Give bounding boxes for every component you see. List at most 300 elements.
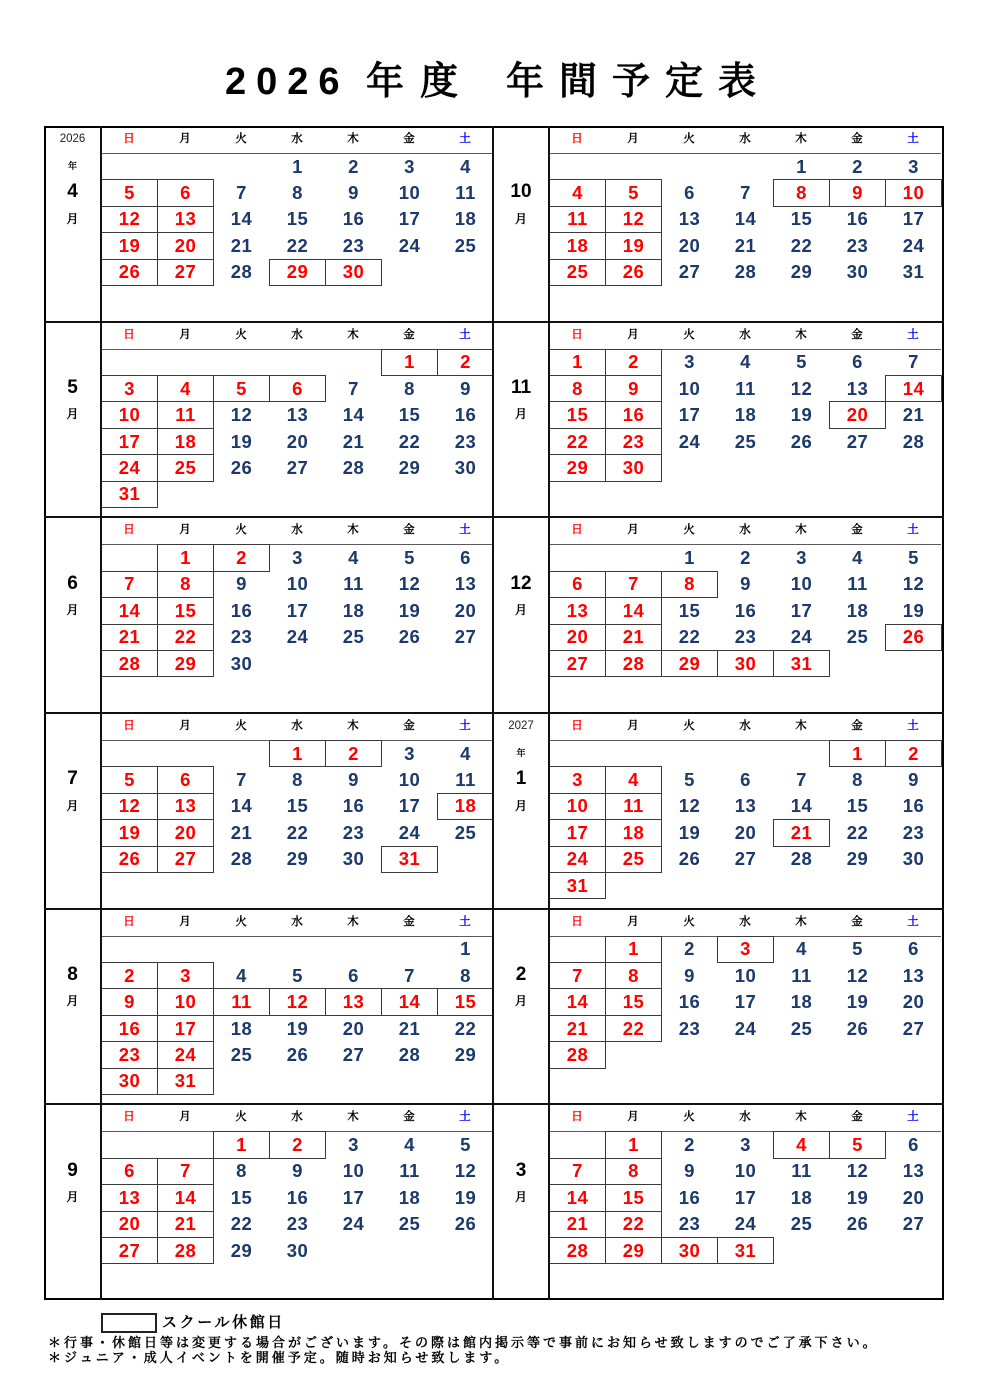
weekday-header-sun: 日 (571, 133, 583, 145)
weekday-header-fri: 金 (851, 915, 863, 928)
date-cell: 20 (678, 234, 701, 256)
closed-date-cell: 23 (101, 1041, 158, 1068)
date-cell: 8 (404, 377, 415, 399)
date-cell: 18 (230, 1017, 253, 1039)
weekday-header-sat: 土 (459, 915, 471, 928)
empty-date-cell (773, 1237, 830, 1264)
date-cell: 10 (342, 1160, 365, 1182)
month-suffix-label: 月 (514, 1190, 527, 1205)
closed-date-cell: 29 (661, 650, 718, 677)
closed-date-cell: 15 (157, 597, 214, 624)
month-number-label: 1 (515, 768, 527, 790)
empty-date-cell (325, 936, 382, 963)
date-cell: 16 (678, 1186, 701, 1208)
date-cell: 16 (342, 208, 365, 230)
date-cell: 23 (678, 1213, 701, 1235)
date-cell: 28 (398, 1043, 421, 1065)
empty-date-cell (549, 936, 606, 963)
closed-date-cell: 19 (101, 232, 158, 259)
weekday-header-sat: 土 (907, 720, 919, 732)
date-cell: 13 (902, 1160, 925, 1182)
empty-date-cell (773, 454, 830, 481)
date-cell: 24 (398, 234, 421, 256)
date-cell: 19 (678, 821, 701, 843)
date-cell: 27 (902, 1017, 925, 1039)
empty-date-cell (549, 1131, 606, 1158)
date-cell: 12 (398, 573, 421, 595)
weekday-header-tue: 火 (683, 328, 695, 341)
month-day-grid (101, 517, 493, 713)
date-cell: 17 (734, 1186, 757, 1208)
date-cell: 12 (846, 1160, 869, 1182)
date-cell: 16 (230, 599, 253, 621)
date-cell: 26 (678, 848, 701, 870)
closed-date-cell: 6 (549, 571, 606, 598)
closed-date-cell: 3 (717, 936, 774, 963)
date-cell: 21 (734, 234, 757, 256)
date-cell: 28 (734, 261, 757, 283)
date-cell: 17 (286, 599, 309, 621)
weekday-header-tue: 火 (683, 133, 695, 145)
month-day-grid (549, 909, 941, 1105)
weekday-header-mon: 月 (179, 1111, 191, 1124)
month-suffix-label: 月 (514, 603, 527, 618)
closed-date-cell: 3 (101, 375, 158, 402)
closed-date-cell: 14 (605, 597, 662, 624)
date-cell: 15 (286, 795, 309, 817)
date-cell: 3 (908, 155, 919, 177)
year-suffix-label: 年 (67, 161, 77, 171)
closed-date-cell: 2 (213, 544, 270, 571)
closed-date-cell: 27 (101, 1237, 158, 1264)
weekday-header-mon: 月 (627, 720, 639, 732)
weekday-header-mon: 月 (627, 1111, 639, 1124)
closed-date-cell: 21 (605, 624, 662, 651)
month-day-grid (101, 713, 493, 909)
date-cell: 10 (398, 182, 421, 204)
closed-date-cell: 11 (549, 206, 606, 233)
closed-date-cell: 17 (101, 428, 158, 455)
date-cell: 6 (460, 547, 471, 569)
month-label-column (44, 126, 101, 322)
year-suffix-label: 年 (516, 748, 526, 758)
date-cell: 5 (796, 351, 807, 373)
date-cell: 2 (852, 155, 863, 177)
empty-date-cell (157, 936, 214, 963)
month-row-divider (44, 516, 944, 518)
date-cell: 14 (342, 404, 365, 426)
empty-date-cell (773, 740, 830, 767)
empty-date-cell (101, 349, 158, 376)
date-cell: 8 (236, 1160, 247, 1182)
weekday-header-sun: 日 (123, 328, 135, 341)
closed-date-cell: 30 (101, 1068, 158, 1095)
date-cell: 16 (902, 795, 925, 817)
closed-date-cell: 22 (605, 1015, 662, 1042)
weekday-header-fri: 金 (851, 524, 863, 537)
date-cell: 12 (678, 795, 701, 817)
date-cell: 19 (790, 404, 813, 426)
month-suffix-label: 月 (514, 211, 527, 226)
month-number-label: 2 (515, 964, 527, 986)
date-cell: 23 (342, 234, 365, 256)
date-cell: 26 (790, 430, 813, 452)
closed-date-cell: 29 (549, 454, 606, 481)
date-cell: 22 (678, 626, 701, 648)
month-suffix-label: 月 (66, 603, 79, 618)
weekday-header-sat: 土 (907, 328, 919, 341)
closed-date-cell: 31 (773, 650, 830, 677)
empty-date-cell (605, 740, 662, 767)
month-day-grid (549, 517, 941, 713)
date-cell: 10 (398, 769, 421, 791)
date-cell: 7 (348, 377, 359, 399)
date-cell: 19 (902, 599, 925, 621)
date-cell: 2 (740, 547, 751, 569)
empty-date-cell (437, 1237, 494, 1264)
closed-date-cell: 2 (605, 349, 662, 376)
empty-date-cell (213, 349, 270, 376)
closed-date-cell: 16 (101, 1015, 158, 1042)
month-row-divider (44, 1103, 944, 1105)
month-block-7 (44, 713, 494, 909)
weekday-header-mon: 月 (627, 328, 639, 341)
closed-date-cell: 13 (157, 793, 214, 820)
empty-date-cell (381, 650, 438, 677)
closed-date-cell: 25 (605, 846, 662, 873)
closed-date-cell: 13 (101, 1184, 158, 1211)
month-block-1 (493, 713, 943, 909)
closed-date-cell: 1 (157, 544, 214, 571)
empty-date-cell (213, 740, 270, 767)
date-cell: 2 (684, 1134, 695, 1156)
date-cell: 10 (678, 377, 701, 399)
date-cell: 30 (454, 456, 477, 478)
date-cell: 25 (342, 626, 365, 648)
date-cell: 24 (734, 1213, 757, 1235)
closed-date-cell: 1 (269, 740, 326, 767)
closed-date-cell: 30 (661, 1237, 718, 1264)
weekday-header-wed: 水 (291, 915, 303, 928)
month-label-column (44, 1104, 101, 1300)
closed-date-cell: 19 (605, 232, 662, 259)
closed-date-cell: 14 (157, 1184, 214, 1211)
closed-date-cell: 27 (157, 846, 214, 873)
date-cell: 25 (454, 821, 477, 843)
title-year-suffix: 年度 (366, 61, 475, 103)
date-cell: 29 (790, 261, 813, 283)
weekday-header-fri: 金 (403, 524, 415, 537)
date-cell: 24 (678, 430, 701, 452)
month-suffix-label: 月 (66, 1190, 79, 1205)
empty-date-cell (437, 259, 494, 286)
date-cell: 29 (846, 848, 869, 870)
weekday-header-fri: 金 (403, 328, 415, 341)
note-line: ＊ジュニア・成人イベントを開催予定。随時お知らせ致します。 (48, 1350, 511, 1365)
date-cell: 27 (286, 456, 309, 478)
weekday-header-thu: 木 (347, 328, 359, 341)
empty-date-cell (157, 1131, 214, 1158)
date-cell: 18 (398, 1186, 421, 1208)
weekday-header-sat: 土 (459, 133, 471, 145)
month-day-grid (549, 1104, 941, 1300)
date-cell: 25 (790, 1017, 813, 1039)
date-cell: 13 (678, 208, 701, 230)
date-cell: 7 (796, 769, 807, 791)
closed-date-cell: 1 (829, 740, 886, 767)
weekday-header-sun: 日 (123, 133, 135, 145)
empty-date-cell (213, 153, 270, 180)
date-cell: 5 (404, 547, 415, 569)
month-suffix-label: 月 (514, 798, 527, 813)
month-label-column (493, 126, 549, 322)
empty-date-cell (213, 481, 270, 508)
closed-date-cell: 18 (157, 428, 214, 455)
date-cell: 7 (740, 182, 751, 204)
date-cell: 31 (902, 261, 925, 283)
date-cell: 2 (684, 938, 695, 960)
date-cell: 22 (286, 234, 309, 256)
month-row-divider (44, 712, 944, 714)
weekday-header-fri: 金 (851, 328, 863, 341)
weekday-header-wed: 水 (291, 524, 303, 537)
date-cell: 21 (342, 430, 365, 452)
month-suffix-label: 月 (514, 994, 527, 1009)
date-cell: 20 (342, 1017, 365, 1039)
date-cell: 11 (455, 182, 476, 204)
closed-date-cell: 31 (157, 1068, 214, 1095)
closed-date-cell: 8 (157, 571, 214, 598)
weekday-header-tue: 火 (683, 915, 695, 928)
closed-date-cell: 21 (101, 624, 158, 651)
month-number-label: 3 (515, 1159, 527, 1181)
closed-date-cell: 9 (829, 179, 886, 206)
month-block-12 (493, 517, 943, 713)
date-cell: 23 (678, 1017, 701, 1039)
date-cell: 20 (454, 599, 477, 621)
month-block-6 (44, 517, 494, 713)
date-cell: 4 (348, 547, 359, 569)
month-label-column (493, 517, 549, 713)
date-cell: 20 (902, 991, 925, 1013)
month-day-grid (101, 1104, 493, 1300)
month-label-column (493, 713, 549, 909)
date-cell: 18 (342, 599, 365, 621)
closed-date-cell: 20 (157, 819, 214, 846)
date-cell: 23 (286, 1213, 309, 1235)
empty-date-cell (829, 454, 886, 481)
date-cell: 11 (847, 573, 868, 595)
closed-date-cell: 17 (157, 1015, 214, 1042)
weekday-header-wed: 水 (739, 915, 751, 928)
closed-date-cell: 30 (717, 650, 774, 677)
month-number-label: 5 (67, 377, 78, 399)
date-cell: 24 (398, 821, 421, 843)
closed-date-cell: 24 (157, 1041, 214, 1068)
annual-calendar-table (44, 126, 944, 1300)
date-cell: 24 (734, 1017, 757, 1039)
date-cell: 22 (286, 821, 309, 843)
empty-date-cell (605, 872, 662, 899)
closed-date-cell: 12 (269, 988, 326, 1015)
closed-date-cell: 3 (157, 962, 214, 989)
closed-date-cell: 21 (549, 1211, 606, 1238)
month-day-grid (549, 713, 941, 909)
weekday-header-sun: 日 (123, 915, 135, 928)
date-cell: 13 (902, 964, 925, 986)
weekday-header-thu: 木 (347, 720, 359, 732)
closed-date-cell: 28 (549, 1041, 606, 1068)
closed-date-cell: 22 (157, 624, 214, 651)
month-number-label: 6 (67, 572, 78, 594)
empty-date-cell (101, 936, 158, 963)
closed-date-cell: 2 (325, 740, 382, 767)
date-cell: 25 (790, 1213, 813, 1235)
closed-date-cell: 4 (157, 375, 214, 402)
date-cell: 11 (343, 573, 364, 595)
date-cell: 5 (460, 1134, 471, 1156)
closed-date-cell: 5 (101, 179, 158, 206)
empty-date-cell (325, 481, 382, 508)
empty-date-cell (773, 872, 830, 899)
date-cell: 9 (460, 377, 471, 399)
date-cell: 19 (846, 991, 869, 1013)
date-cell: 23 (230, 626, 253, 648)
weekday-header-sat: 土 (459, 1111, 471, 1124)
closed-date-cell: 7 (157, 1158, 214, 1185)
weekday-header-mon: 月 (179, 524, 191, 537)
closed-date-cell: 18 (437, 793, 494, 820)
date-cell: 30 (230, 652, 253, 674)
closed-date-cell: 28 (101, 650, 158, 677)
closed-date-cell: 7 (549, 962, 606, 989)
empty-date-cell (269, 349, 326, 376)
date-cell: 27 (902, 1213, 925, 1235)
empty-date-cell (717, 153, 774, 180)
closed-date-cell: 20 (157, 232, 214, 259)
date-cell: 4 (236, 964, 247, 986)
date-cell: 1 (460, 938, 471, 960)
date-cell: 28 (790, 848, 813, 870)
closed-date-cell: 13 (157, 206, 214, 233)
date-cell: 15 (286, 208, 309, 230)
month-block-4 (44, 126, 494, 322)
date-cell: 9 (684, 1160, 695, 1182)
closed-date-cell: 8 (549, 375, 606, 402)
date-cell: 14 (230, 795, 253, 817)
year-label: 2026 (59, 133, 86, 145)
date-cell: 15 (230, 1186, 253, 1208)
empty-date-cell (717, 454, 774, 481)
date-cell: 29 (230, 1239, 253, 1261)
date-cell: 3 (684, 351, 695, 373)
empty-date-cell (381, 1068, 438, 1095)
closed-date-cell: 14 (549, 1184, 606, 1211)
empty-date-cell (773, 1041, 830, 1068)
empty-date-cell (325, 349, 382, 376)
weekday-header-sat: 土 (907, 915, 919, 928)
closed-date-cell: 13 (549, 597, 606, 624)
empty-date-cell (325, 1068, 382, 1095)
empty-date-cell (605, 1041, 662, 1068)
closed-date-cell: 12 (605, 206, 662, 233)
date-cell: 11 (399, 1160, 420, 1182)
date-cell: 3 (348, 1134, 359, 1156)
month-block-5 (44, 322, 494, 518)
year-label: 2027 (508, 720, 534, 732)
month-label-column (44, 322, 101, 518)
closed-date-cell: 21 (773, 819, 830, 846)
weekday-header-fri: 金 (851, 133, 863, 145)
closed-date-cell: 5 (605, 179, 662, 206)
date-cell: 20 (902, 1186, 925, 1208)
date-cell: 15 (846, 795, 869, 817)
closed-date-cell: 31 (549, 872, 606, 899)
page-title (0, 0, 990, 120)
weekday-header-mon: 月 (179, 328, 191, 341)
date-cell: 30 (902, 848, 925, 870)
date-cell: 3 (404, 742, 415, 764)
date-cell: 26 (846, 1213, 869, 1235)
empty-date-cell (381, 259, 438, 286)
date-cell: 15 (398, 404, 421, 426)
date-cell: 16 (286, 1186, 309, 1208)
date-cell: 13 (846, 377, 869, 399)
weekday-header-sat: 土 (459, 328, 471, 341)
month-block-11 (493, 322, 943, 518)
month-day-grid (549, 126, 941, 322)
date-cell: 27 (734, 848, 757, 870)
month-day-grid (101, 909, 493, 1105)
date-cell: 15 (678, 599, 701, 621)
empty-date-cell (717, 872, 774, 899)
empty-date-cell (885, 454, 942, 481)
date-cell: 28 (230, 261, 253, 283)
closed-date-cell: 29 (605, 1237, 662, 1264)
date-cell: 16 (678, 991, 701, 1013)
weekday-header-tue: 火 (235, 328, 247, 341)
weekday-header-tue: 火 (235, 1111, 247, 1124)
date-cell: 1 (684, 547, 695, 569)
date-cell: 16 (846, 208, 869, 230)
empty-date-cell (829, 872, 886, 899)
weekday-header-thu: 木 (347, 524, 359, 537)
date-cell: 17 (734, 991, 757, 1013)
weekday-header-thu: 木 (347, 1111, 359, 1124)
title-year: 2026 (225, 61, 350, 103)
weekday-header-tue: 火 (683, 524, 695, 537)
closed-date-cell: 22 (549, 428, 606, 455)
closed-date-cell: 11 (605, 793, 662, 820)
month-suffix-label: 月 (66, 798, 79, 813)
date-cell: 1 (796, 155, 807, 177)
date-cell: 11 (735, 377, 756, 399)
empty-date-cell (269, 1068, 326, 1095)
closed-date-cell: 14 (549, 988, 606, 1015)
date-cell: 10 (734, 1160, 757, 1182)
weekday-header-thu: 木 (347, 915, 359, 928)
date-cell: 6 (740, 769, 751, 791)
closed-date-cell: 7 (101, 571, 158, 598)
date-cell: 13 (734, 795, 757, 817)
weekday-header-thu: 木 (795, 1111, 807, 1124)
closed-date-cell: 15 (605, 1184, 662, 1211)
month-block-10 (493, 126, 943, 322)
date-cell: 23 (902, 821, 925, 843)
closed-date-cell: 2 (885, 740, 942, 767)
weekday-header-sat: 土 (459, 720, 471, 732)
closed-date-cell: 1 (381, 349, 438, 376)
